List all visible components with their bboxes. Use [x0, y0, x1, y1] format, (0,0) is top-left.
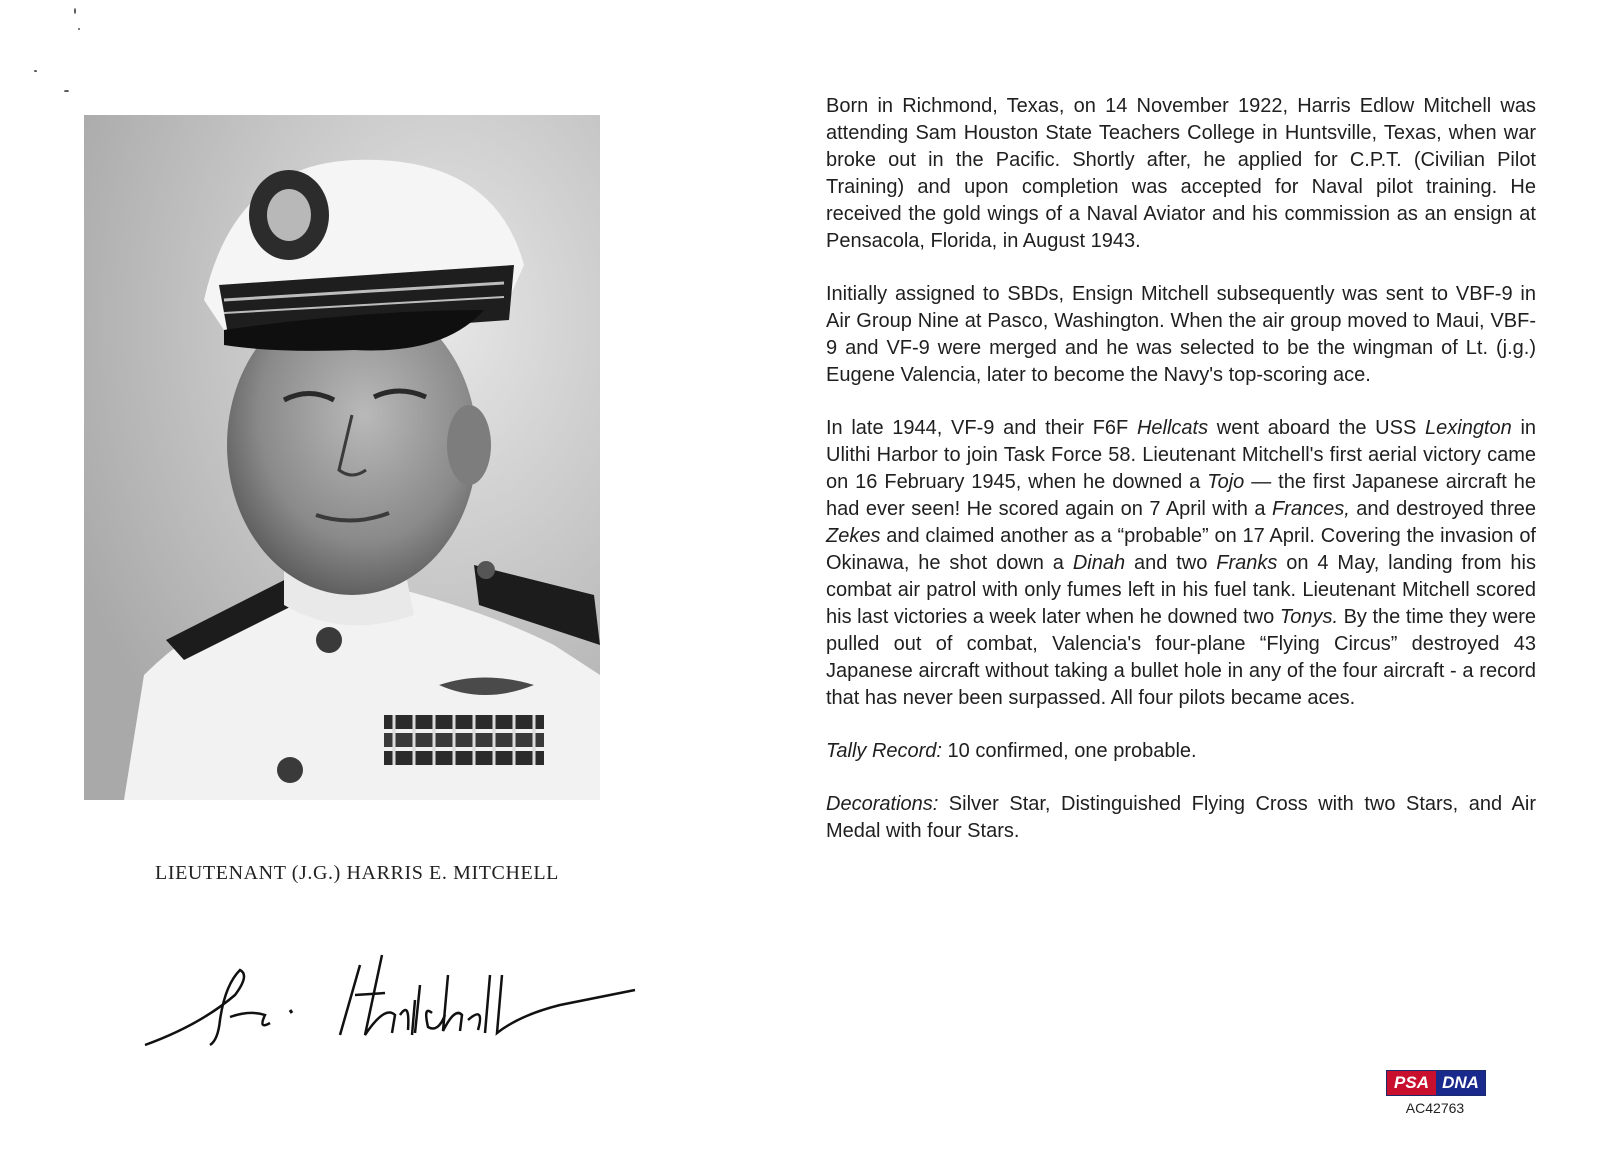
combat-aircraft-name: Dinah [1072, 552, 1126, 574]
combat-aircraft-name: Tojo [1207, 471, 1245, 493]
combat-aircraft-name: Hellcats [1136, 417, 1209, 439]
portrait-caption: LIEUTENANT (J.G.) HARRIS E. MITCHELL [155, 862, 559, 884]
decorations-label: Decorations: [826, 793, 939, 815]
portrait-illustration [84, 115, 600, 800]
bio-paragraph-assignment: Initially assigned to SBDs, Ensign Mitchell subsequently was sent to VBF-9 in Air Group Nine at Pasco, Washington. When the air group moved to Maui, VBF-9 and VF-9 were merged and he was selected to be the wingman of Lt. (j.g.) Eugene Valencia, later to become the Navy's top-scoring ace. [826, 283, 1536, 386]
bio-paragraph-combat [826, 415, 1536, 712]
authentication-stamp [1386, 1070, 1486, 1116]
combat-text: and two [1125, 552, 1217, 574]
combat-aircraft-name: Franks [1216, 552, 1278, 574]
combat-text: and claimed another as a “probable” on 17 April. Covering the invasion of Okinawa, he shot down a [826, 525, 1536, 574]
combat-text: By the time they were pulled out of combat, Valencia's four-plane “Flying Circus” destroyed 43 Japanese aircraft without taking a bullet hole in any of the four aircraft - a record that has never been surpassed. All four pilots became aces. [826, 606, 1536, 709]
bio-decorations [826, 791, 1536, 845]
decorations-value: Silver Star, Distinguished Flying Cross with two Stars, and Air Medal with four Stars. [826, 793, 1536, 842]
combat-text: and destroyed three [1349, 498, 1536, 520]
certification-code: AC42763 [1405, 1100, 1465, 1116]
bio-paragraph-early-life: Born in Richmond, Texas, on 14 November 1922, Harris Edlow Mitchell was attending Sam Houston State Teachers College in Huntsville, Texas, when war broke out in the Pacific. Shortly after, he applied for C.P.T. (Civilian Pilot Training) and upon completion was accepted for Naval pilot training. He received the gold wings of a Naval Aviator and his commission as an ensign at Pensacola, Florida, in August 1943. [826, 95, 1536, 252]
psa-logo-text: PSA [1387, 1071, 1436, 1095]
combat-aircraft-name: Frances, [1271, 498, 1350, 520]
portrait-photo [84, 115, 600, 800]
tally-value: 10 confirmed, one probable. [941, 740, 1197, 762]
paper-speck [78, 28, 80, 30]
dna-logo-text: DNA [1436, 1071, 1485, 1095]
signature-strokes [140, 945, 640, 1075]
bio-tally-record [826, 738, 1536, 765]
combat-text: — the first Japanese aircraft he had ever seen! He scored again on 7 April with a [826, 471, 1537, 520]
psa-dna-logo [1386, 1070, 1486, 1096]
tally-label: Tally Record: [826, 740, 942, 762]
combat-aircraft-name: Tonys. [1279, 606, 1338, 628]
combat-ship-name: Lexington [1425, 417, 1512, 439]
paper-speck [34, 70, 37, 72]
biography-text [826, 93, 1536, 871]
paper-speck [64, 90, 69, 92]
combat-text: In late 1944, VF-9 and their F6F [826, 417, 1137, 439]
handwritten-signature [140, 945, 640, 1075]
combat-aircraft-name: Zekes [826, 525, 881, 547]
combat-text: on 4 May, landing from his combat air patrol with only fumes left in his fuel tank. Lieutenant Mitchell scored his last victories a week later when he downed two [826, 552, 1537, 628]
combat-text: in Ulithi Harbor to join Task Force 58. Lieutenant Mitchell's first aerial victory came on 16 February 1945, when he downed a [826, 417, 1537, 493]
paper-speck [74, 8, 76, 14]
combat-text: went aboard the USS [1208, 417, 1425, 439]
